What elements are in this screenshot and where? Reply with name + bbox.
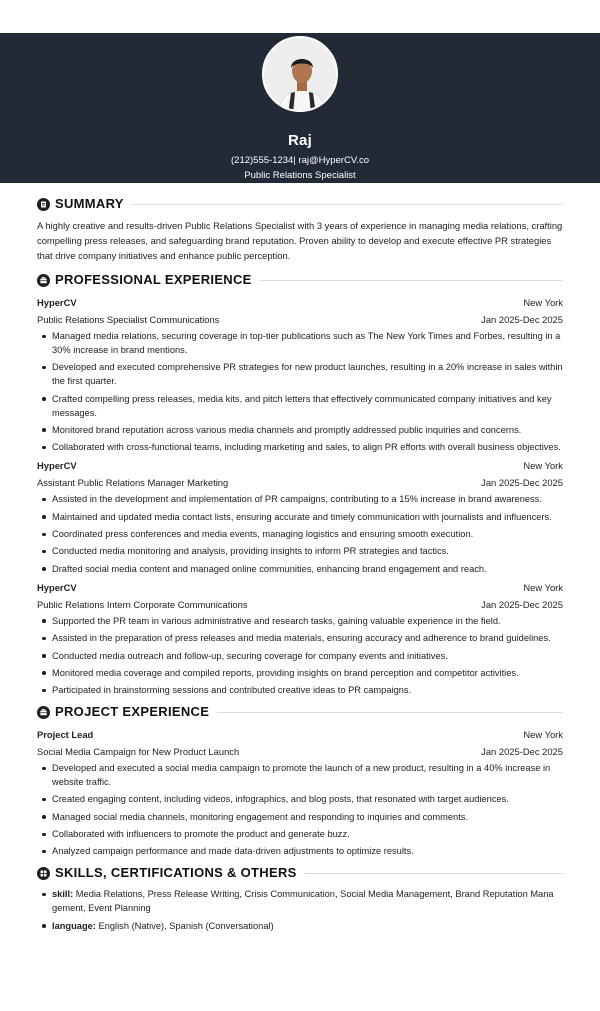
skills-icon: [37, 867, 50, 880]
experience-section: [37, 271, 563, 697]
experience-entry: [37, 457, 563, 575]
list-item: Conducted media monitoring and analysis, providing insights to inform PR strategies and tactics.: [37, 544, 563, 558]
company-name: HyperCV: [37, 581, 77, 593]
briefcase-icon: [37, 274, 50, 287]
section-title: PROJECT EXPERIENCE: [55, 703, 210, 719]
project-role: Project Lead: [37, 728, 94, 740]
list-item: Created engaging content, including videos, infographics, and blog posts, that resonated with target audiences.: [37, 792, 563, 806]
skill-label: skill:: [52, 889, 74, 900]
bullet-list: [37, 761, 563, 858]
list-item: Assisted in the development and implementation of PR campaigns, contributing to a 15% increase in brand awareness.: [37, 492, 563, 506]
list-item: Drafted social media content and managed online communities, enhancing brand engagement and reach.: [37, 562, 563, 576]
location: New York: [523, 581, 563, 593]
language-value: English (Native), Spanish (Conversational): [98, 920, 274, 931]
list-item: Managed media relations, securing coverage in top-tier publications such as The New York Times and Forbes, resulting in a 30% increase in brand mentions.: [37, 329, 563, 357]
summary-text: A highly creative and results-driven Public Relations Specialist with 3 years of experience in managing media relations, crafting compelling press releases, and safeguarding brand reputation. Proven ability to develop and execute effective PR strategies that drive company initiatives and enhance public perception.: [37, 220, 563, 261]
section-header: [37, 271, 563, 289]
contact-info: (212)555-1234| raj@HyperCV.co: [231, 155, 369, 166]
summary-section: [37, 195, 563, 263]
section-title: SKILLS, CERTIFICATIONS & OTHERS: [55, 864, 297, 880]
list-item: Analyzed campaign performance and made data-driven adjustments to optimize results.: [37, 844, 563, 858]
profile-photo: [262, 36, 338, 112]
skills-list: [37, 887, 563, 932]
company-name: HyperCV: [37, 296, 77, 308]
summary-icon: [37, 198, 50, 211]
list-item: Maintained and updated media contact lists, ensuring accurate and timely communication with journalists and influencers.: [37, 510, 563, 524]
project-icon: [37, 706, 50, 719]
list-item: Conducted media outreach and follow-up, securing coverage for company events and initiatives.: [37, 649, 563, 663]
bullet-list: [37, 329, 563, 454]
experience-entry: [37, 294, 563, 454]
location: New York: [523, 460, 563, 472]
resume-header: [0, 33, 600, 183]
list-item: Developed and executed comprehensive PR strategies for new product launches, resulting in a 20% increase in sales within the first quarter.: [37, 360, 563, 388]
project-title: Social Media Campaign for New Product Launch: [37, 745, 240, 757]
section-title: SUMMARY: [55, 195, 124, 211]
resume-body: [0, 183, 600, 933]
top-margin: [0, 0, 600, 33]
date-range: Jan 2025-Dec 2025: [481, 598, 563, 610]
section-divider: [132, 204, 563, 205]
skill-value: Media Relations, Press Release Writing, Crisis Communication, Social Media Management, Brand Reputation Mana gement, Event Planning: [52, 889, 554, 914]
section-header: [37, 703, 563, 721]
skills-section: [37, 864, 563, 932]
list-item: Developed and executed a social media campaign to promote the launch of a new product, resulting in a 40% increase in website traffic.: [37, 761, 563, 789]
list-item: Collaborated with influencers to promote the product and generate buzz.: [37, 827, 563, 841]
list-item: Crafted compelling press releases, media kits, and pitch letters that effectively communicated company initiatives and key messages.: [37, 392, 563, 420]
list-item: Collaborated with cross-functional teams, including marketing and sales, to align PR efforts with overall business objectives.: [37, 440, 563, 454]
position-title: Public Relations Specialist Communications: [37, 313, 220, 325]
list-item: Monitored media coverage and compiled reports, providing insights on brand perception and competitor activities.: [37, 666, 563, 680]
list-item: Supported the PR team in various administrative and research tasks, gaining valuable experience in the field.: [37, 614, 563, 628]
project-entry: [37, 726, 563, 858]
section-divider: [260, 280, 563, 281]
location: New York: [523, 728, 563, 740]
job-title: Public Relations Specialist: [244, 170, 356, 181]
section-divider: [305, 873, 563, 874]
bullet-list: [37, 614, 563, 697]
section-header: [37, 195, 563, 213]
language-label: language:: [52, 920, 96, 931]
project-section: [37, 703, 563, 858]
list-item: Monitored brand reputation across various media channels and promptly addressed public inquiries and concerns.: [37, 423, 563, 437]
date-range: Jan 2025-Dec 2025: [481, 313, 563, 325]
list-item: Coordinated press conferences and media events, managing logistics and ensuring smooth execution.: [37, 527, 563, 541]
date-range: Jan 2025-Dec 2025: [481, 477, 563, 489]
experience-entry: [37, 579, 563, 697]
section-divider: [217, 712, 563, 713]
location: New York: [523, 296, 563, 308]
section-header: [37, 864, 563, 882]
position-title: Assistant Public Relations Manager Marketing: [37, 477, 229, 489]
list-item: Managed social media channels, monitoring engagement and responding to inquiries and comments.: [37, 810, 563, 824]
position-title: Public Relations Intern Corporate Communications: [37, 598, 248, 610]
language-item: [37, 919, 563, 933]
skill-item: [37, 887, 563, 915]
list-item: Participated in brainstorming sessions and contributed creative ideas to PR campaigns.: [37, 683, 563, 697]
date-range: Jan 2025-Dec 2025: [481, 745, 563, 757]
section-title: PROFESSIONAL EXPERIENCE: [55, 271, 252, 287]
candidate-name: Raj: [288, 132, 312, 149]
company-name: HyperCV: [37, 460, 77, 472]
list-item: Assisted in the preparation of press releases and media materials, ensuring accuracy and adherence to brand guidelines.: [37, 631, 563, 645]
bullet-list: [37, 492, 563, 575]
